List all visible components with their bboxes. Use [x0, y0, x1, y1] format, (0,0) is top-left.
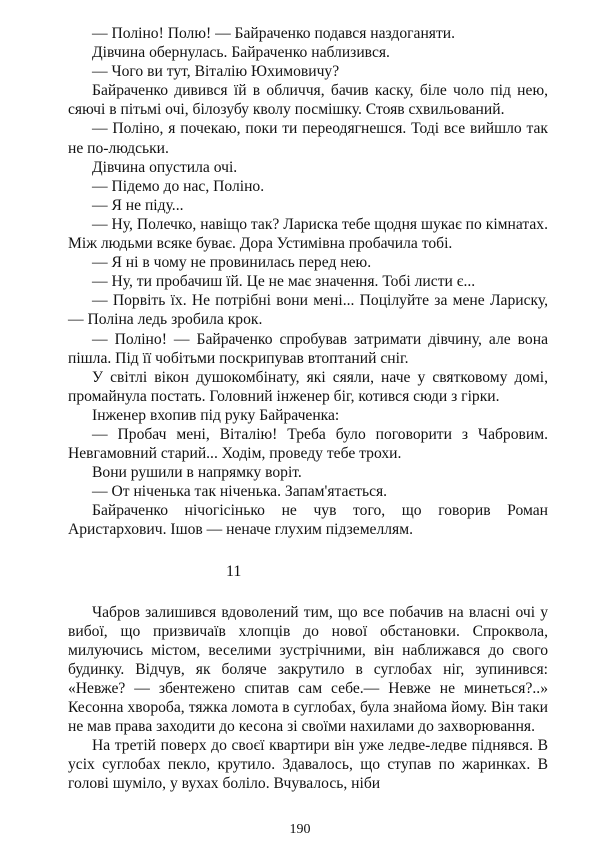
- page-number: 190: [289, 822, 311, 837]
- paragraph: — Підемо до нас, Поліно.: [92, 177, 265, 195]
- paragraph: — Пробач мені, Віталію! Треба було поговорити з Чабровим. Невгамовний старий... Ходім, проведу тебе трохи.: [68, 425, 548, 463]
- paragraph: — Чого ви тут, Віталію Юхимовичу?: [92, 63, 340, 81]
- paragraph: Чабров залишився вдоволений тим, що все побачив на власні очі у вибої, що призвичаїв хлопців до нової обстановки. Спроквола, милуючись містом, веселими зустрічними, він наближався до свого будинку. Відчув, як боляче закрутило в суглобах ніг, зупинився: «Невже? — збентежено спитав сам себе.— Невже не минеться?..» Кесонна хвороба, тяжка ломота в суглобах, була знайома йому. Він таки не мав права заходити до кесона зі своїми нахилами до захворювання.: [68, 603, 548, 736]
- paragraph: — Ну, Полечко, навіщо так? Лариска тебе щодня шукає по кімнатах. Між людьми всяке буває. Дора Устимівна пробачила тобі.: [68, 215, 548, 253]
- paragraph: Вони рушили в напрямку воріт.: [92, 464, 302, 482]
- paragraph: У світлі вікон душокомбінату, які сяяли, наче у святковому домі, промайнула постать. Головний інженер біг, котився сюди з гірки.: [68, 368, 548, 405]
- paragraph: — Порвіть їх. Не потрібні вони мені... Поцілуйте за мене Лариску,— Поліна ледь зробила крок.: [68, 292, 548, 329]
- chapter-number: 11: [226, 562, 242, 580]
- paragraph: — От ніченька так ніченька. Запам'ятається.: [92, 483, 388, 501]
- paragraph: На третій поверх до своєї квартири він уже ледве-ледве піднявся. В усіх суглобах пекло, крутило. Здавалось, що ступав по жаринках. В голові шуміло, у вухах боліло. Вчувалось, ніби: [68, 737, 548, 793]
- paragraph: Байраченко нічогісінько не чув того, що говорив Роман Аристархович. Ішов — неначе глухим підземеллям.: [68, 502, 548, 539]
- paragraph: — Я ні в чому не провинилась перед нею.: [92, 254, 372, 272]
- paragraph: — Я не піду...: [92, 196, 184, 214]
- paragraph: Байраченко дивився їй в обличчя, бачив каску, біле чоло під нею, сяючі в пітьмі очі, білозубу кволу посмішку. Стояв схвильований.: [68, 82, 548, 119]
- paragraph: — Поліно! — Байраченко спробував затримати дівчину, але вона пішла. Під її чобітьми поскрипував втоптаний сніг.: [68, 330, 548, 367]
- text-block-after: [68, 603, 548, 794]
- text-block-before: [68, 24, 548, 540]
- page-body: [68, 24, 548, 793]
- paragraph: — Поліно! Полю! — Байраченко подався наздоганяти.: [92, 25, 456, 42]
- paragraph: Дівчина опустила очі.: [92, 158, 238, 176]
- paragraph: — Ну, ти пробачиш їй. Це не має значення. Тобі листи є...: [92, 273, 476, 291]
- paragraph: — Поліно, я почекаю, поки ти переодягнешся. Тоді все вийшло так не по-людськи.: [68, 120, 548, 157]
- paragraph: Інженер вхопив під руку Байраченка:: [92, 406, 340, 424]
- paragraph: Дівчина обернулась. Байраченко наблизився.: [92, 44, 390, 62]
